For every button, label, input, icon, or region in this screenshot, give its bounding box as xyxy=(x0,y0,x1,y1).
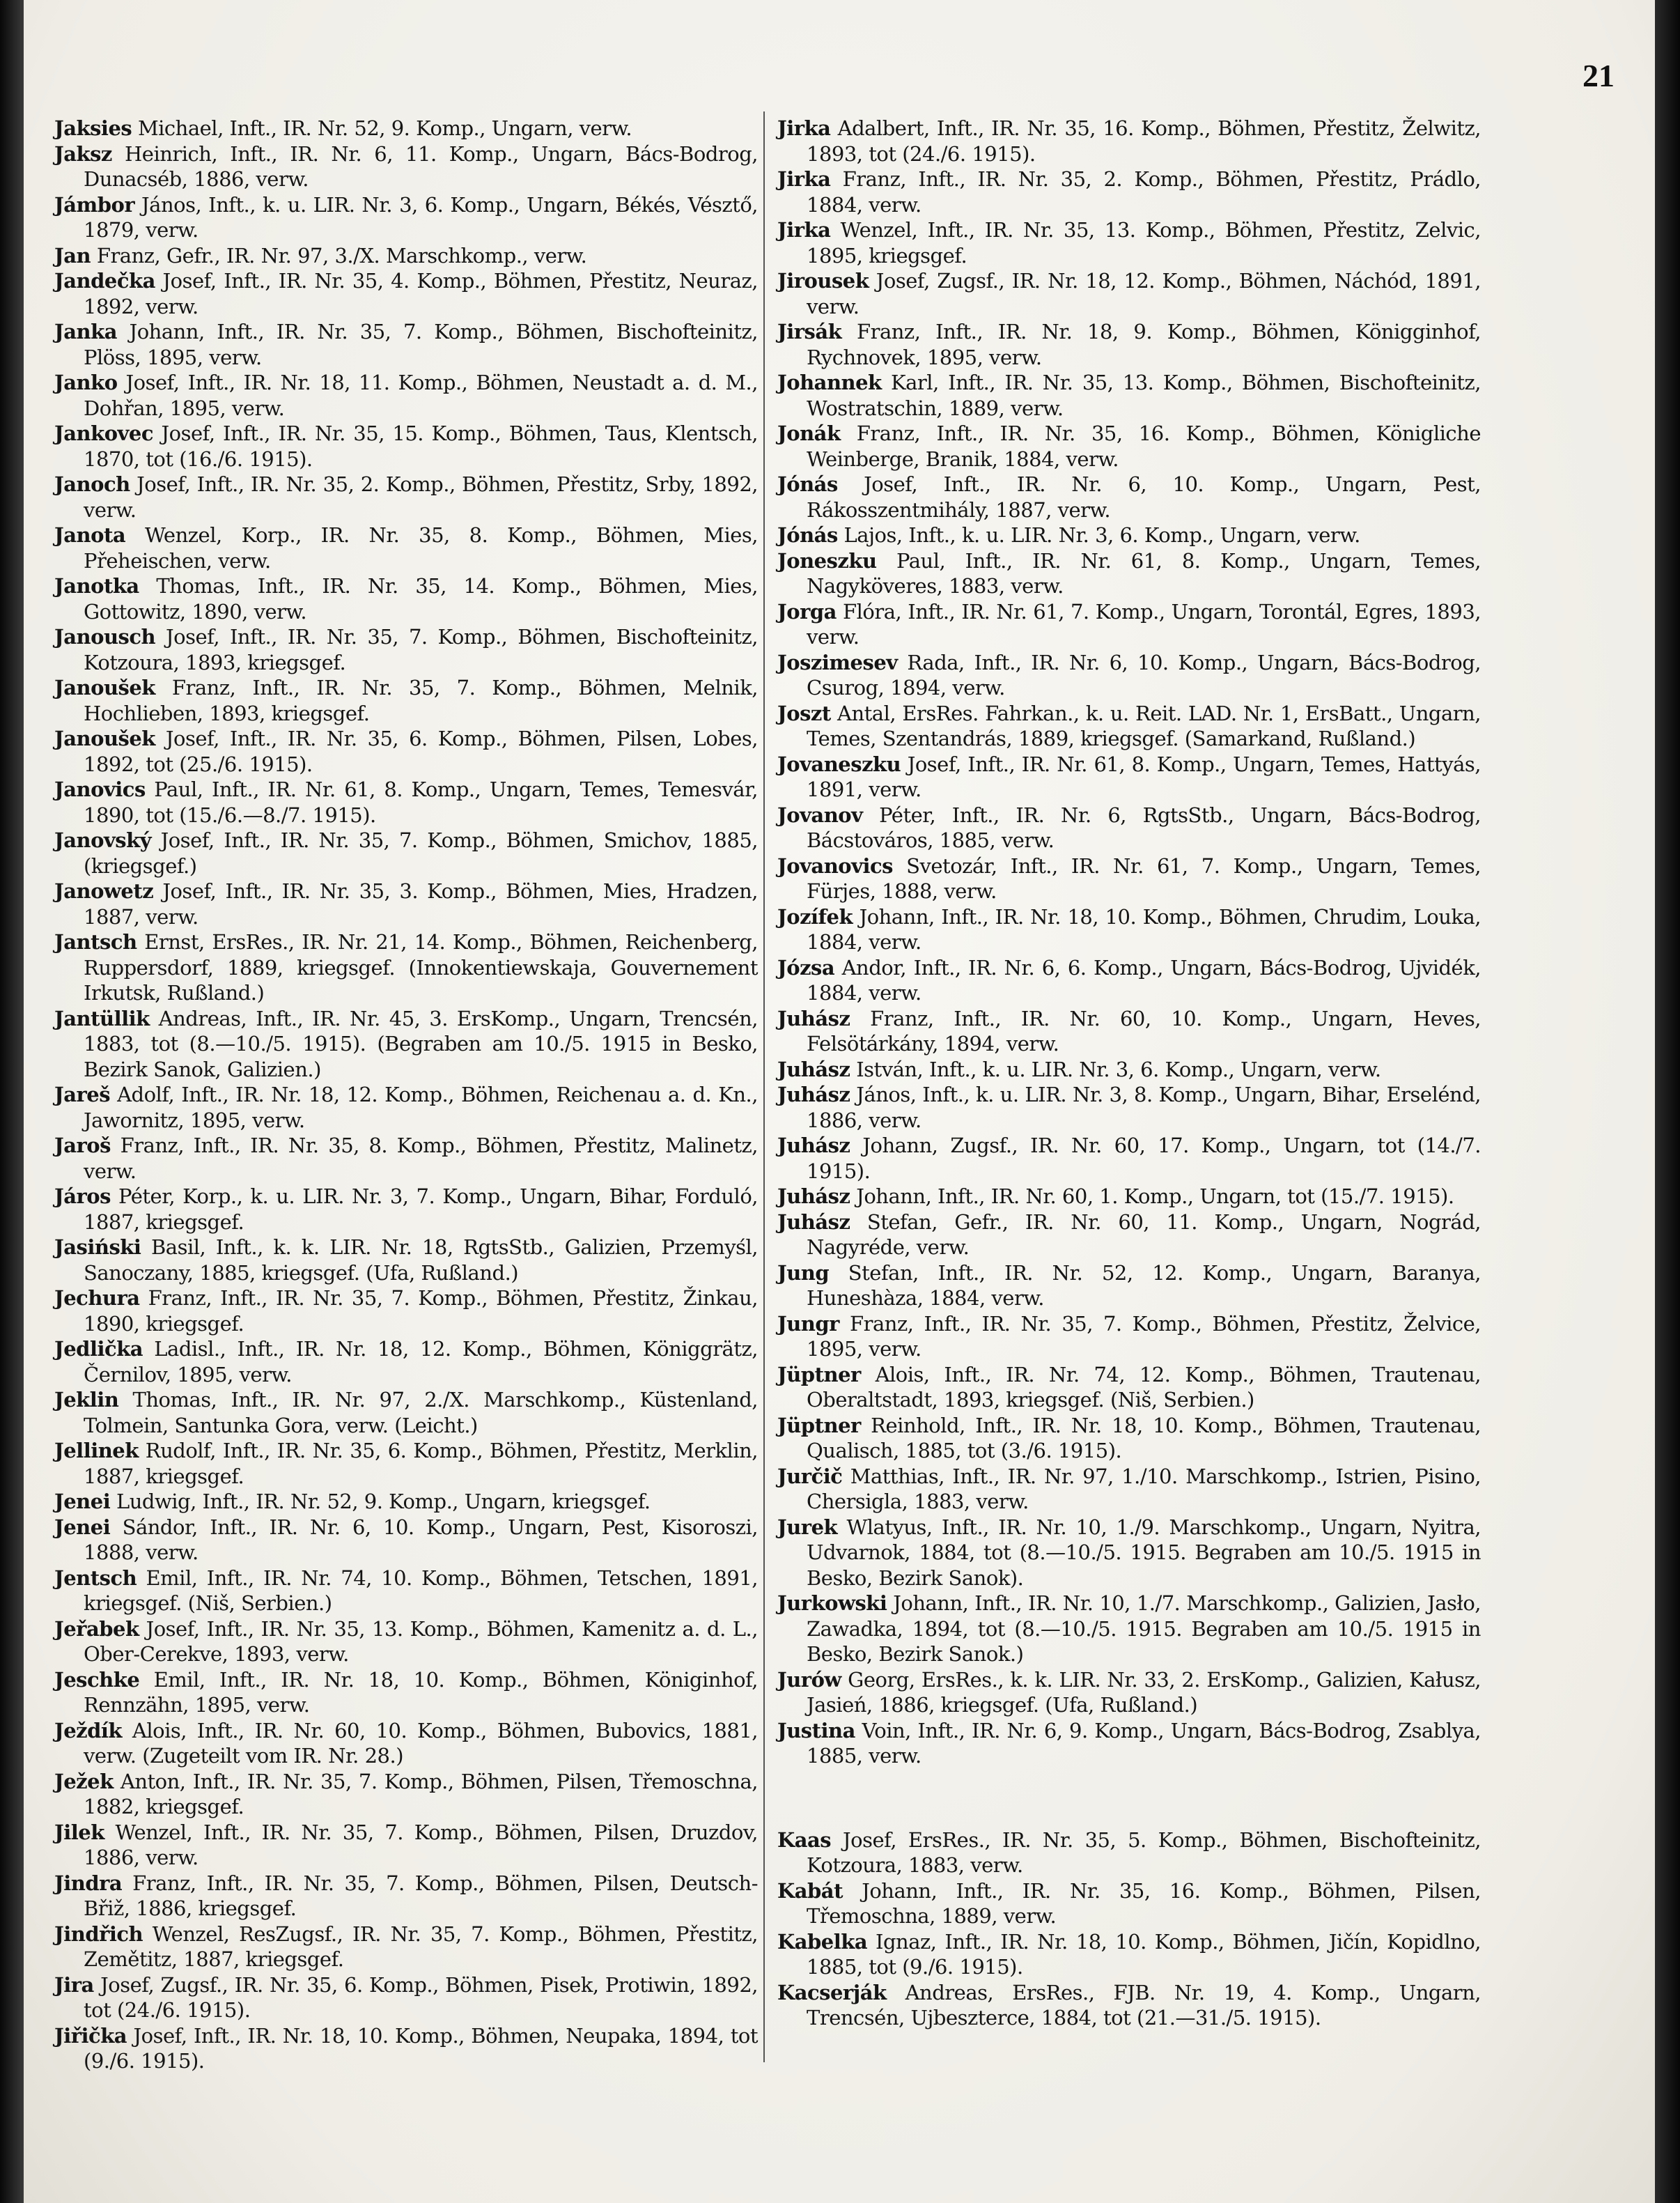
entry-details: Franz, Inft., IR. Nr. 35, 7. Komp., Böhmen, Melnik, Hochlieben, 1893, kriegsgef. xyxy=(84,676,758,725)
entry-surname: Kabát xyxy=(777,1878,843,1903)
entry-details: Josef, Inft., IR. Nr. 35, 3. Komp., Böhmen, Mies, Hradzen, 1887, verw. xyxy=(84,879,758,929)
entry-surname: Janko xyxy=(54,371,118,394)
entry-surname: Janoušek xyxy=(54,727,155,750)
entry-surname: Johannek xyxy=(777,371,882,394)
list-item xyxy=(777,268,1481,319)
entry-details: Johann, Zugsf., IR. Nr. 60, 17. Komp., Ungarn, tot (14./7. 1915). xyxy=(807,1134,1481,1183)
list-item xyxy=(777,1667,1481,1718)
right-column-k-entries xyxy=(777,1827,1481,2031)
column-divider xyxy=(763,111,765,2062)
list-item xyxy=(777,1311,1481,1362)
entry-surname: Jeřabek xyxy=(54,1616,139,1641)
entry-details: Josef, Zugsf., IR. Nr. 35, 6. Komp., Böhmen, Pisek, Protiwin, 1892, tot (24./6. 1915). xyxy=(84,1972,758,2022)
entry-surname: Jiřička xyxy=(54,2023,127,2048)
list-item xyxy=(54,1235,758,1285)
list-item xyxy=(777,853,1481,904)
list-item xyxy=(777,472,1481,523)
list-item xyxy=(777,904,1481,955)
entry-surname: Jung xyxy=(777,1260,830,1285)
entry-details: Michael, Inft., IR. Nr. 52, 9. Komp., Ungarn, verw. xyxy=(132,116,632,140)
entry-details: Andreas, Inft., IR. Nr. 45, 3. ErsKomp., Ungarn, Trencsén, 1883, tot (8.—10./5. 1915). (Begraben am 10./5. 1915 in Besko, Bezirk Sanok, Galizien.) xyxy=(84,1006,758,1081)
entry-details: Ludwig, Inft., IR. Nr. 52, 9. Komp., Ungarn, kriegsgef. xyxy=(110,1490,651,1513)
entry-surname: Justina xyxy=(777,1718,855,1742)
list-item xyxy=(777,1591,1481,1667)
entry-surname: Jareš xyxy=(54,1083,111,1106)
list-item xyxy=(777,1133,1481,1184)
list-item xyxy=(777,1057,1481,1083)
entry-details: Franz, Inft., IR. Nr. 35, 8. Komp., Böhmen, Přestitz, Malinetz, verw. xyxy=(84,1134,758,1183)
entry-surname: Jankovec xyxy=(54,422,153,445)
list-item xyxy=(54,141,758,192)
entry-details: Voin, Inft., IR. Nr. 6, 9. Komp., Ungarn, Bács-Bodrog, Zsablya, 1885, verw. xyxy=(807,1718,1481,1768)
entry-surname: Janka xyxy=(54,320,117,343)
list-item xyxy=(777,1209,1481,1260)
list-item xyxy=(54,2023,758,2074)
entry-surname: Jechura xyxy=(54,1286,140,1310)
entry-details: Svetozár, Inft., IR. Nr. 61, 7. Komp., Ungarn, Temes, Fürjes, 1888, verw. xyxy=(807,853,1481,903)
entry-surname: Jira xyxy=(54,1972,94,1997)
entry-surname: Jantsch xyxy=(54,930,137,954)
entry-surname: Juhász xyxy=(777,1057,850,1081)
entry-surname: Juhász xyxy=(777,1083,850,1106)
list-item xyxy=(777,1827,1481,1878)
list-item xyxy=(54,268,758,319)
entry-details: Stefan, Inft., IR. Nr. 52, 12. Komp., Ungarn, Baranya, Huneshàza, 1884, verw. xyxy=(807,1260,1481,1310)
entry-surname: Jurčič xyxy=(777,1464,843,1488)
entry-details: Franz, Inft., IR. Nr. 18, 9. Komp., Böhmen, Königginhof, Rychnovek, 1895, verw. xyxy=(807,320,1481,369)
entry-surname: Jurów xyxy=(777,1667,841,1692)
list-item xyxy=(54,1515,758,1566)
scan-edge-left xyxy=(0,0,24,2203)
list-item xyxy=(54,1438,758,1489)
entry-details: Franz, Inft., IR. Nr. 35, 2. Komp., Böhmen, Přestitz, Prádlo, 1884, verw. xyxy=(807,167,1481,217)
entry-details: Paul, Inft., IR. Nr. 61, 8. Komp., Ungarn, Temes, Temesvár, 1890, tot (15./6.—8./7. 1915). xyxy=(84,778,758,827)
entry-details: Emil, Inft., IR. Nr. 74, 10. Komp., Böhmen, Tetschen, 1891, kriegsgef. (Niš, Serbien.) xyxy=(84,1566,758,1615)
entry-surname: Jónás xyxy=(777,472,838,496)
entry-surname: Jorga xyxy=(777,599,837,624)
entry-details: Wenzel, Inft., IR. Nr. 35, 7. Komp., Böhmen, Pilsen, Druzdov, 1886, verw. xyxy=(84,1820,758,1869)
list-item xyxy=(777,803,1481,853)
entry-surname: Jirousek xyxy=(777,269,869,293)
entry-surname: Juhász xyxy=(777,1006,850,1030)
entry-surname: Jurkowski xyxy=(777,1591,887,1615)
entry-surname: Janoušek xyxy=(54,676,155,699)
entry-details: Josef, Inft., IR. Nr. 35, 6. Komp., Böhmen, Pilsen, Lobes, 1892, tot (25./6. 1915). xyxy=(84,727,758,776)
entry-surname: Járos xyxy=(54,1184,111,1208)
entry-details: Stefan, Gefr., IR. Nr. 60, 11. Komp., Ungarn, Nográd, Nagyréde, verw. xyxy=(807,1209,1481,1259)
list-item xyxy=(777,701,1481,752)
entry-details: Emil, Inft., IR. Nr. 18, 10. Komp., Böhmen, Königinhof, Rennzähn, 1895, verw. xyxy=(84,1667,758,1717)
entry-surname: Jirka xyxy=(777,167,831,191)
entry-details: Josef, Inft., IR. Nr. 35, 4. Komp., Böhmen, Přestitz, Neuraz, 1892, verw. xyxy=(84,269,758,318)
entry-details: Basil, Inft., k. k. LIR. Nr. 18, RgtsStb., Galizien, Przemyśl, Sanoczany, 1885, kriegsgef. (Ufa, Rußland.) xyxy=(84,1235,758,1285)
list-item xyxy=(54,1285,758,1336)
entry-details: Thomas, Inft., IR. Nr. 35, 14. Komp., Böhmen, Mies, Gottowitz, 1890, verw. xyxy=(84,574,758,624)
entry-surname: Juhász xyxy=(777,1209,850,1234)
list-item xyxy=(777,752,1481,803)
entry-surname: Jurek xyxy=(777,1515,838,1539)
entry-surname: Janousch xyxy=(54,625,156,649)
list-item xyxy=(777,319,1481,370)
entry-surname: Jeschke xyxy=(54,1667,140,1692)
entry-surname: Kacserják xyxy=(777,1980,887,2004)
entry-surname: Jantüllik xyxy=(54,1006,150,1030)
entry-surname: Jirka xyxy=(777,218,831,242)
list-item xyxy=(54,192,758,243)
entry-details: István, Inft., k. u. LIR. Nr. 3, 6. Komp., Ungarn, verw. xyxy=(850,1057,1381,1081)
list-item xyxy=(54,573,758,624)
entry-surname: Janotka xyxy=(54,574,139,598)
list-item xyxy=(54,1336,758,1387)
list-item xyxy=(54,879,758,929)
entry-surname: Jaksz xyxy=(54,141,112,166)
list-item xyxy=(777,167,1481,217)
entry-surname: Jovanovics xyxy=(777,853,893,878)
list-item xyxy=(54,1769,758,1820)
list-item xyxy=(54,1922,758,1972)
entry-details: Johann, Inft., IR. Nr. 10, 1./7. Marschkomp., Galizien, Jasło, Zawadka, 1894, tot (8.—10./5. 1915. Begraben am 10./5. 1915 in Besko, Bezirk Sanok.) xyxy=(807,1591,1481,1666)
entry-details: Franz, Inft., IR. Nr. 35, 16. Komp., Böhmen, Königliche Weinberge, Branik, 1884, verw. xyxy=(807,422,1481,471)
entry-details: Alois, Inft., IR. Nr. 60, 10. Komp., Böhmen, Bubovics, 1881, verw. (Zugeteilt vom IR. Nr. 28.) xyxy=(84,1718,758,1768)
entry-details: Josef, ErsRes., IR. Nr. 35, 5. Komp., Böhmen, Bischofteinitz, Kotzoura, 1883, verw. xyxy=(807,1827,1481,1877)
section-gap xyxy=(777,1769,1481,1827)
list-item xyxy=(54,828,758,879)
entry-details: Paul, Inft., IR. Nr. 61, 8. Komp., Ungarn, Temes, Nagyköveres, 1883, verw. xyxy=(807,548,1481,598)
entry-surname: Janota xyxy=(54,523,126,547)
entry-details: Johann, Inft., IR. Nr. 35, 7. Komp., Böhmen, Bischofteinitz, Plöss, 1895, verw. xyxy=(84,320,758,369)
entry-details: Heinrich, Inft., IR. Nr. 6, 11. Komp., Ungarn, Bács-Bodrog, Dunacséb, 1886, verw. xyxy=(84,141,758,191)
entry-surname: Ježdík xyxy=(54,1718,123,1742)
entry-details: Rudolf, Inft., IR. Nr. 35, 6. Komp., Böhmen, Přestitz, Merklin, 1887, kriegsgef. xyxy=(84,1439,758,1488)
list-item xyxy=(777,523,1481,548)
entry-surname: Jandečka xyxy=(54,269,155,293)
list-item xyxy=(54,1184,758,1235)
scan-edge-right xyxy=(1655,0,1680,2203)
entry-surname: Janowetz xyxy=(54,879,154,903)
entry-details: Josef, Inft., IR. Nr. 35, 15. Komp., Böhmen, Taus, Klentsch, 1870, tot (16./6. 1915). xyxy=(84,422,758,471)
list-item xyxy=(777,955,1481,1006)
list-item xyxy=(54,1082,758,1133)
entry-details: Sándor, Inft., IR. Nr. 6, 10. Komp., Ungarn, Pest, Kisoroszi, 1888, verw. xyxy=(84,1515,758,1564)
list-item xyxy=(54,1820,758,1871)
page-number: 21 xyxy=(1582,58,1615,93)
list-item xyxy=(777,1929,1481,1980)
entry-surname: Jirsák xyxy=(777,320,842,343)
entry-surname: Jindra xyxy=(54,1871,123,1895)
entry-surname: Ježek xyxy=(54,1769,114,1793)
list-item xyxy=(54,777,758,828)
entry-details: Adalbert, Inft., IR. Nr. 35, 16. Komp., Böhmen, Přestitz, Želwitz, 1893, tot (24./6. 1915). xyxy=(807,116,1481,166)
entry-details: Josef, Inft., IR. Nr. 61, 8. Komp., Ungarn, Temes, Hattyás, 1891, verw. xyxy=(807,752,1481,801)
entry-surname: Jenei xyxy=(54,1515,111,1539)
entry-details: Franz, Gefr., IR. Nr. 97, 3./X. Marschkomp., verw. xyxy=(91,243,587,268)
list-item xyxy=(777,1515,1481,1591)
right-column-j-entries xyxy=(777,116,1481,1769)
entry-details: Josef, Inft., IR. Nr. 6, 10. Komp., Ungarn, Pest, Rákosszentmihály, 1887, verw. xyxy=(807,472,1481,522)
entry-details: Andor, Inft., IR. Nr. 6, 6. Komp., Ungarn, Bács-Bodrog, Ujvidék, 1884, verw. xyxy=(807,955,1481,1005)
list-item xyxy=(54,1489,758,1515)
entry-details: Georg, ErsRes., k. k. LIR. Nr. 33, 2. ErsKomp., Galizien, Kałusz, Jasień, 1886, kriegsgef. (Ufa, Rußland.) xyxy=(807,1667,1481,1717)
entry-details: Franz, Inft., IR. Nr. 35, 7. Komp., Böhmen, Pilsen, Deutsch-Břiž, 1886, kriegsgef. xyxy=(84,1871,758,1920)
entry-details: Josef, Inft., IR. Nr. 35, 13. Komp., Böhmen, Kamenitz a. d. L., Ober-Cerekve, 1893, verw. xyxy=(84,1616,758,1666)
entry-surname: Jámbor xyxy=(54,192,135,217)
entry-surname: Jentsch xyxy=(54,1566,137,1590)
entry-details: Thomas, Inft., IR. Nr. 97, 2./X. Marschkomp., Küstenland, Tolmein, Santunka Gora, verw. (Leicht.) xyxy=(84,1388,758,1437)
list-item xyxy=(54,1566,758,1616)
list-item xyxy=(777,217,1481,268)
list-item xyxy=(54,929,758,1006)
entry-details: Johann, Inft., IR. Nr. 60, 1. Komp., Ungarn, tot (15./7. 1915). xyxy=(850,1184,1454,1208)
entry-surname: Kaas xyxy=(777,1827,832,1852)
entry-surname: Jeklin xyxy=(54,1388,119,1412)
entry-details: Matthias, Inft., IR. Nr. 97, 1./10. Marschkomp., Istrien, Pisino, Chersigla, 1883, verw. xyxy=(807,1464,1481,1513)
list-item xyxy=(777,1980,1481,2031)
entry-surname: Jozífek xyxy=(777,904,853,929)
list-item xyxy=(54,1972,758,2023)
entry-details: Johann, Inft., IR. Nr. 18, 10. Komp., Böhmen, Chrudim, Louka, 1884, verw. xyxy=(807,904,1481,954)
entry-surname: Jenei xyxy=(54,1490,111,1513)
entry-details: Adolf, Inft., IR. Nr. 18, 12. Komp., Böhmen, Reichenau a. d. Kn., Jawornitz, 1895, verw. xyxy=(84,1083,758,1132)
entry-details: Ladisl., Inft., IR. Nr. 18, 12. Komp., Böhmen, Königgrätz, Černilov, 1895, verw. xyxy=(84,1337,758,1386)
list-item xyxy=(777,421,1481,472)
entry-details: Wenzel, Inft., IR. Nr. 35, 13. Komp., Böhmen, Přestitz, Zelvic, 1895, kriegsgef. xyxy=(807,218,1481,268)
entry-surname: Jovanov xyxy=(777,803,863,827)
list-item xyxy=(777,116,1481,167)
list-item xyxy=(777,1260,1481,1311)
list-item xyxy=(54,421,758,472)
list-item xyxy=(54,472,758,523)
entry-surname: Jaroš xyxy=(54,1134,111,1157)
list-item xyxy=(54,1718,758,1769)
list-item xyxy=(54,624,758,675)
entry-surname: Joszt xyxy=(777,701,831,725)
entry-surname: Jungr xyxy=(777,1311,839,1336)
entry-surname: Juhász xyxy=(777,1184,850,1208)
list-item xyxy=(777,650,1481,701)
entry-surname: Jaksies xyxy=(54,116,132,140)
entry-surname: Jan xyxy=(54,243,91,268)
list-item xyxy=(777,1184,1481,1209)
entry-details: Johann, Inft., IR. Nr. 35, 16. Komp., Böhmen, Pilsen, Třemoschna, 1889, verw. xyxy=(807,1878,1481,1928)
list-item xyxy=(54,370,758,421)
list-item xyxy=(54,243,758,269)
list-item xyxy=(54,1616,758,1667)
entry-details: Franz, Inft., IR. Nr. 35, 7. Komp., Böhmen, Přestitz, Želvice, 1895, verw. xyxy=(807,1311,1481,1361)
entry-details: Josef, Inft., IR. Nr. 35, 7. Komp., Böhmen, Bischofteinitz, Kotzoura, 1893, kriegsgef. xyxy=(84,625,758,674)
entry-surname: Jellinek xyxy=(54,1439,139,1462)
entry-surname: Jovaneszku xyxy=(777,752,901,776)
list-item xyxy=(54,1006,758,1083)
entry-details: Péter, Inft., IR. Nr. 6, RgtsStb., Ungarn, Bács-Bodrog, Bácstováros, 1885, verw. xyxy=(807,803,1481,852)
entry-details: Franz, Inft., IR. Nr. 60, 10. Komp., Ungarn, Heves, Felsötárkány, 1894, verw. xyxy=(807,1006,1481,1056)
entry-details: Ernst, ErsRes., IR. Nr. 21, 14. Komp., Böhmen, Reichenberg, Ruppersdorf, 1889, kriegsgef. (Innokentiewskaja, Gouvernement Irkutsk, Rußland.) xyxy=(84,930,758,1005)
entry-details: Josef, Inft., IR. Nr. 35, 2. Komp., Böhmen, Přestitz, Srby, 1892, verw. xyxy=(84,472,758,522)
list-item xyxy=(54,1667,758,1718)
list-item xyxy=(54,523,758,573)
entry-details: Josef, Inft., IR. Nr. 18, 10. Komp., Böhmen, Neupaka, 1894, tot (9./6. 1915). xyxy=(84,2023,758,2073)
entry-surname: Jirka xyxy=(777,116,831,140)
entry-details: Josef, Zugsf., IR. Nr. 18, 12. Komp., Böhmen, Náchód, 1891, verw. xyxy=(807,269,1481,318)
entry-details: Josef, Inft., IR. Nr. 35, 7. Komp., Böhmen, Smichov, 1885, (kriegsgef.) xyxy=(84,828,758,878)
entry-surname: Joszimesev xyxy=(777,650,898,674)
list-item xyxy=(54,675,758,726)
list-item xyxy=(777,1464,1481,1515)
entry-details: Reinhold, Inft., IR. Nr. 18, 10. Komp., Böhmen, Trautenau, Qualisch, 1885, tot (3./6. 1915). xyxy=(807,1413,1481,1462)
entry-details: János, Inft., k. u. LIR. Nr. 3, 8. Komp., Ungarn, Bihar, Erselénd, 1886, verw. xyxy=(807,1083,1481,1132)
entry-details: Wlatyus, Inft., IR. Nr. 10, 1./9. Marschkomp., Ungarn, Nyitra, Udvarnok, 1884, tot (8.—10./5. 1915. Begraben am 10./5. 1915 in Besko, Bezirk Sanok). xyxy=(807,1515,1481,1590)
entry-surname: Jonák xyxy=(777,422,841,445)
list-item xyxy=(777,1362,1481,1413)
list-item xyxy=(777,1718,1481,1769)
entry-details: Wenzel, Korp., IR. Nr. 35, 8. Komp., Böhmen, Mies, Přeheischen, verw. xyxy=(84,523,758,573)
entry-details: Ignaz, Inft., IR. Nr. 18, 10. Komp., Böhmen, Jičín, Kopidlno, 1885, tot (9./6. 1915). xyxy=(807,1929,1481,1979)
list-item xyxy=(777,1878,1481,1929)
entry-surname: Jilek xyxy=(54,1820,104,1844)
entry-surname: Janovics xyxy=(54,778,146,801)
list-item xyxy=(54,1871,758,1922)
list-item xyxy=(54,1133,758,1184)
entry-surname: Jindřich xyxy=(54,1922,143,1946)
entry-surname: Jónás xyxy=(777,523,838,547)
entry-surname: Jasiński xyxy=(54,1235,141,1259)
list-item xyxy=(777,370,1481,421)
entry-details: Josef, Inft., IR. Nr. 18, 11. Komp., Böhmen, Neustadt a. d. M., Dohřan, 1895, verw. xyxy=(84,371,758,420)
document-page xyxy=(24,0,1655,2203)
entry-surname: Kabelka xyxy=(777,1929,868,1954)
entry-details: Karl, Inft., IR. Nr. 35, 13. Komp., Böhmen, Bischofteinitz, Wostratschin, 1889, verw. xyxy=(807,371,1481,420)
entry-details: Lajos, Inft., k. u. LIR. Nr. 3, 6. Komp., Ungarn, verw. xyxy=(837,523,1360,547)
entry-surname: Józsa xyxy=(777,955,835,980)
entry-details: Flóra, Inft., IR. Nr. 61, 7. Komp., Ungarn, Torontál, Egres, 1893, verw. xyxy=(807,599,1481,649)
entry-details: Franz, Inft., IR. Nr. 35, 7. Komp., Böhmen, Přestitz, Žinkau, 1890, kriegsgef. xyxy=(84,1286,758,1336)
entry-details: Wenzel, ResZugsf., IR. Nr. 35, 7. Komp., Böhmen, Přestitz, Zemětitz, 1887, kriegsgef. xyxy=(84,1922,758,1971)
list-item xyxy=(54,319,758,370)
entry-details: Péter, Korp., k. u. LIR. Nr. 3, 7. Komp., Ungarn, Bihar, Forduló, 1887, kriegsgef. xyxy=(84,1184,758,1234)
left-column xyxy=(54,116,758,2074)
list-item xyxy=(777,1082,1481,1133)
entry-surname: Jüptner xyxy=(777,1413,861,1437)
list-item xyxy=(777,1413,1481,1464)
list-item xyxy=(54,1387,758,1438)
entry-surname: Jüptner xyxy=(777,1362,861,1386)
list-item xyxy=(777,1006,1481,1057)
list-item xyxy=(777,599,1481,650)
list-item xyxy=(54,726,758,777)
entry-surname: Joneszku xyxy=(777,548,877,573)
list-item xyxy=(54,116,758,141)
entry-surname: Juhász xyxy=(777,1134,850,1157)
entry-surname: Janovský xyxy=(54,828,152,852)
list-item xyxy=(777,548,1481,599)
entry-details: Anton, Inft., IR. Nr. 35, 7. Komp., Böhmen, Pilsen, Třemoschna, 1882, kriegsgef. xyxy=(84,1769,758,1818)
entry-details: János, Inft., k. u. LIR. Nr. 3, 6. Komp., Ungarn, Békés, Vésztő, 1879, verw. xyxy=(84,192,758,242)
right-column xyxy=(777,116,1481,2031)
entry-surname: Jedlička xyxy=(54,1337,143,1361)
entry-details: Alois, Inft., IR. Nr. 74, 12. Komp., Böhmen, Trautenau, Oberaltstadt, 1893, kriegsgef. (Niš, Serbien.) xyxy=(807,1362,1481,1412)
entry-details: Rada, Inft., IR. Nr. 6, 10. Komp., Ungarn, Bács-Bodrog, Csurog, 1894, verw. xyxy=(807,650,1481,699)
entry-details: Antal, ErsRes. Fahrkan., k. u. Reit. LAD. Nr. 1, ErsBatt., Ungarn, Temes, Szentandrás, 1889, kriegsgef. (Samarkand, Rußland.) xyxy=(807,701,1481,750)
entry-details: Andreas, ErsRes., FJB. Nr. 19, 4. Komp., Ungarn, Trencsén, Ujbeszterce, 1884, tot (21.—31./5. 1915). xyxy=(807,1980,1481,2030)
entry-surname: Janoch xyxy=(54,472,130,496)
